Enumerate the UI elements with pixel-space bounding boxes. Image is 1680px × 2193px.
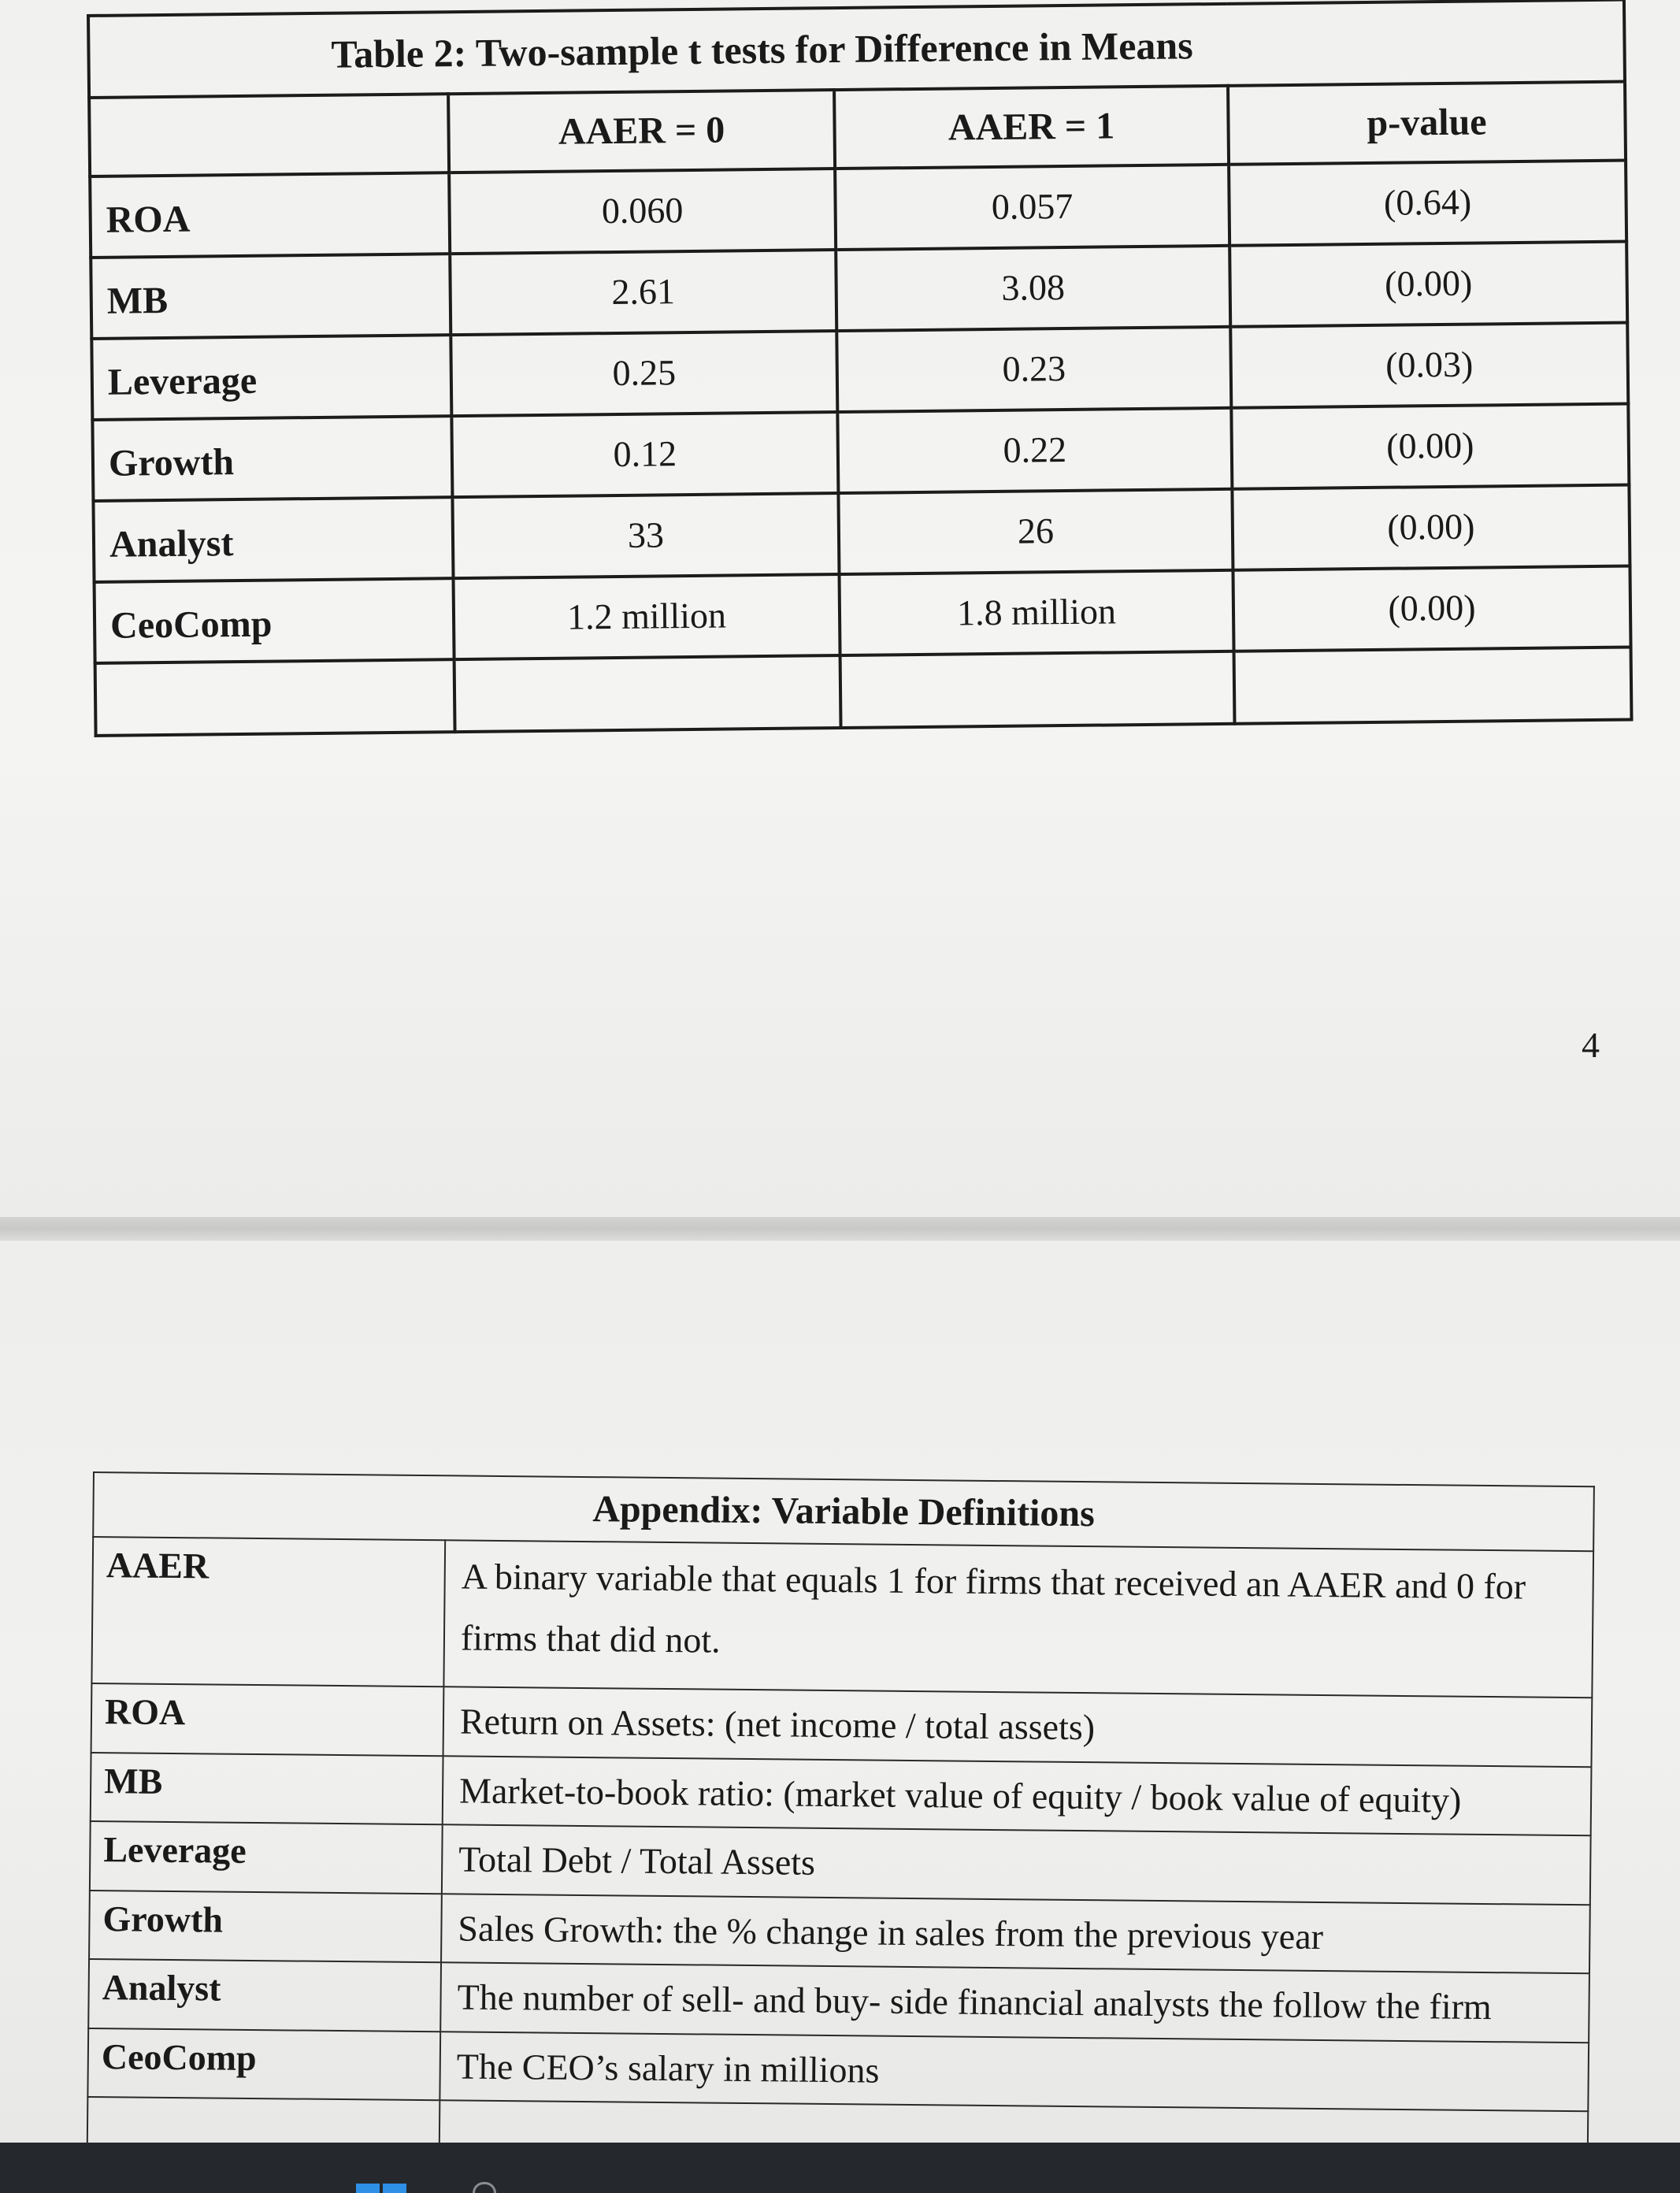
- p-value: (0.64): [1229, 161, 1626, 246]
- aaer0-value: 33: [452, 493, 839, 578]
- row-label: Analyst: [93, 497, 453, 582]
- p-value: (0.00): [1232, 485, 1630, 570]
- header-p-value: p-value: [1228, 82, 1626, 165]
- table-row: [95, 566, 1631, 663]
- variable-name: CeoComp: [87, 2028, 440, 2100]
- row-label: CeoComp: [95, 578, 454, 663]
- table-row: [92, 404, 1629, 501]
- appendix-table: [86, 1471, 1594, 2184]
- page-number: 4: [1582, 1025, 1600, 1065]
- empty-cell: [840, 651, 1235, 728]
- aaer0-value: 0.060: [449, 169, 836, 254]
- aaer1-value: 0.057: [835, 165, 1229, 250]
- p-value: (0.00): [1231, 404, 1629, 489]
- aaer1-value: 0.23: [836, 327, 1231, 412]
- variable-definition: The CEO’s salary in millions: [439, 2032, 1589, 2111]
- t-test-table: [87, 0, 1634, 737]
- variable-definition: A binary variable that equals 1 for firms that received an AAER and 0 for firms that did not.: [443, 1540, 1593, 1698]
- variable-name: AAER: [91, 1537, 445, 1686]
- variable-name: Analyst: [88, 1959, 441, 2032]
- aaer1-value: 3.08: [836, 246, 1230, 331]
- p-value: (0.03): [1230, 323, 1628, 408]
- header-aaer-1: AAER = 1: [834, 86, 1229, 169]
- row-label: ROA: [90, 173, 450, 258]
- variable-definition: The number of sell- and buy- side financial analysts the follow the firm: [440, 1962, 1589, 2042]
- header-empty: [89, 94, 449, 176]
- variable-definition: Return on Assets: (net income / total assets): [443, 1686, 1593, 1766]
- aaer0-value: 0.12: [451, 412, 838, 497]
- windows-start-icon[interactable]: [356, 2184, 406, 2193]
- table-row: [93, 485, 1630, 582]
- appendix-title: Appendix: Variable Definitions: [93, 1472, 1594, 1551]
- aaer1-value: 1.8 million: [839, 570, 1233, 655]
- header-aaer-0: AAER = 0: [448, 90, 835, 173]
- variable-name: Growth: [89, 1890, 442, 1962]
- aaer0-value: 2.61: [450, 250, 836, 335]
- taskbar: [0, 2143, 1680, 2193]
- aaer1-value: 26: [838, 489, 1233, 574]
- variable-name: Leverage: [90, 1821, 443, 1894]
- aaer0-value: 1.2 million: [454, 574, 840, 659]
- table-row: [91, 323, 1628, 420]
- empty-cell: [1234, 648, 1632, 724]
- table-row-empty: [95, 648, 1632, 736]
- definition-row: [91, 1537, 1593, 1698]
- variable-definition: Market-to-book ratio: (market value of equity / book value of equity): [443, 1756, 1592, 1835]
- p-value: (0.00): [1229, 242, 1627, 327]
- p-value: (0.00): [1233, 566, 1630, 651]
- aaer0-value: 0.25: [451, 331, 837, 416]
- table-title: Table 2: Two-sample t tests for Difference in Means: [88, 0, 1625, 98]
- table-row: [90, 161, 1626, 258]
- variable-definition: Total Debt / Total Assets: [442, 1824, 1591, 1904]
- row-label: Leverage: [91, 335, 451, 420]
- table-row: [91, 242, 1627, 339]
- variable-name: MB: [91, 1752, 443, 1824]
- aaer1-value: 0.22: [837, 408, 1232, 493]
- empty-cell: [95, 659, 455, 736]
- empty-cell: [454, 655, 841, 732]
- row-label: Growth: [92, 416, 452, 501]
- row-label: MB: [91, 254, 451, 339]
- variable-definition: Sales Growth: the % change in sales from the previous year: [441, 1894, 1590, 1973]
- variable-name: ROA: [91, 1683, 444, 1756]
- page-separator: [0, 1217, 1680, 1241]
